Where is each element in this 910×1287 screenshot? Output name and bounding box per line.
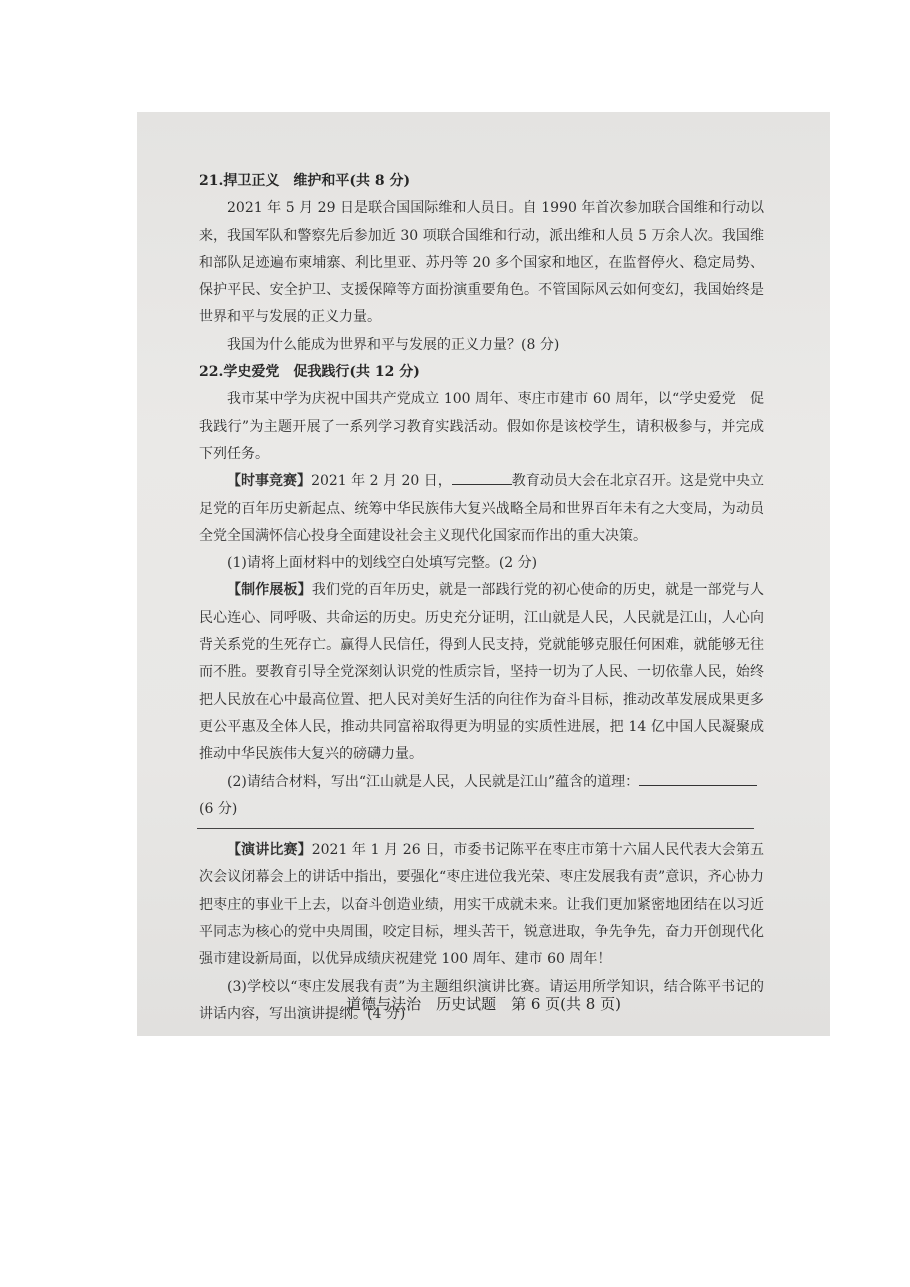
board-tag: 【制作展板】 bbox=[227, 582, 312, 599]
task-1: (1)请将上面材料中的划线空白处填写完整。(2 分) bbox=[227, 555, 538, 572]
speech-material bbox=[199, 837, 764, 973]
exam-content bbox=[199, 168, 764, 1028]
answer-line-full[interactable] bbox=[197, 827, 754, 829]
task-2-score: (6 分) bbox=[199, 800, 238, 817]
task-2 bbox=[199, 769, 764, 796]
exam-page bbox=[137, 112, 830, 1036]
q21-material: 2021 年 5 月 29 日是联合国国际维和人员日。自 1990 年首次参加联合国维和行动以来，我国军队和警察先后参加近 30 项联合国维和行动，派出维和人员 5 万余人次。我国维和部队足迹遍布柬埔寨、利比里亚、苏丹等 20 多个国家和地区，在监督停火、稳定局势、保护平民、安全护卫、支援保障等方面扮演重要角色。不管国际风云如何变幻，我国始终是世界和平与发展的正义力量。 bbox=[199, 200, 764, 326]
news-text-after: 教育动员大会在北京召开。这是党中央立足党的百年历史新起点、统筹中华民族伟大复兴战略全局和世界百年未有之大变局，为动员全党全国满怀信心投身全面建设社会主义现代化国家而作出的重大决策。 bbox=[199, 473, 765, 544]
task-3: (3)学校以“枣庄发展我有责”为主题组织演讲比赛。请运用所学知识，结合陈平书记的讲话内容，写出演讲提纲。(4 分) bbox=[199, 978, 764, 1022]
q21-question: 我国为什么能成为世界和平与发展的正义力量？(8 分) bbox=[227, 336, 560, 353]
news-material bbox=[199, 468, 764, 550]
answer-line[interactable] bbox=[639, 771, 757, 786]
board-material bbox=[199, 577, 764, 768]
speech-text: 2021 年 1 月 26 日，市委书记陈平在枣庄市第十六届人民代表大会第五次会议闭幕会上的讲话中指出，要强化“枣庄进位我光荣、枣庄发展我有责”意识，齐心协力把枣庄的事业干上去，以奋斗创造业绩，用实干成就未来。让我们更加紧密地团结在以习近平同志为核心的党中央周围，咬定目标，埋头苦干，锐意进取，争先争先，奋力开创现代化强市建设新局面，以优异成绩庆祝建党 100 周年、建市 60 周年！ bbox=[199, 842, 764, 968]
q21-title: 21.捍卫正义 维护和平(共 8 分) bbox=[199, 173, 411, 189]
board-text: 我们党的百年历史，就是一部践行党的初心使命的历史，就是一部党与人民心连心、同呼吸、共命运的历史。历史充分证明，江山就是人民，人民就是江山，人心向背关系党的生死存亡。赢得人民信任，得到人民支持，党就能够克服任何困难，就能够无往而不胜。要教育引导全党深刻认识党的性质宗旨，坚持一切为了人民、一切依靠人民，始终把人民放在心中最高位置、把人民对美好生活的向往作为奋斗目标，推动改革发展成果更多更公平惠及全体人民，推动共同富裕取得更为明显的实质性进展，把 14 亿中国人民凝聚成推动中华民族伟大复兴的磅礴力量。 bbox=[199, 582, 764, 763]
task-2-text: (2)请结合材料，写出“江山就是人民，人民就是江山”蕴含的道理： bbox=[227, 773, 640, 790]
page-footer: 道德与法治 历史试题 第 6 页(共 8 页) bbox=[346, 995, 621, 1013]
speech-tag: 【演讲比赛】 bbox=[227, 842, 312, 859]
fill-blank-line[interactable] bbox=[452, 470, 512, 485]
news-text-before: 2021 年 2 月 20 日， bbox=[311, 473, 452, 490]
q22-intro: 我市某中学为庆祝中国共产党成立 100 周年、枣庄市建市 60 周年，以“学史爱党 促我践行”为主题开展了一系列学习教育实践活动。假如你是该校学生，请积极参与，并完成下列任务。 bbox=[199, 391, 764, 462]
q22-title: 22.学史爱党 促我践行(共 12 分) bbox=[199, 364, 420, 381]
news-tag: 【时事竞赛】 bbox=[227, 473, 312, 490]
